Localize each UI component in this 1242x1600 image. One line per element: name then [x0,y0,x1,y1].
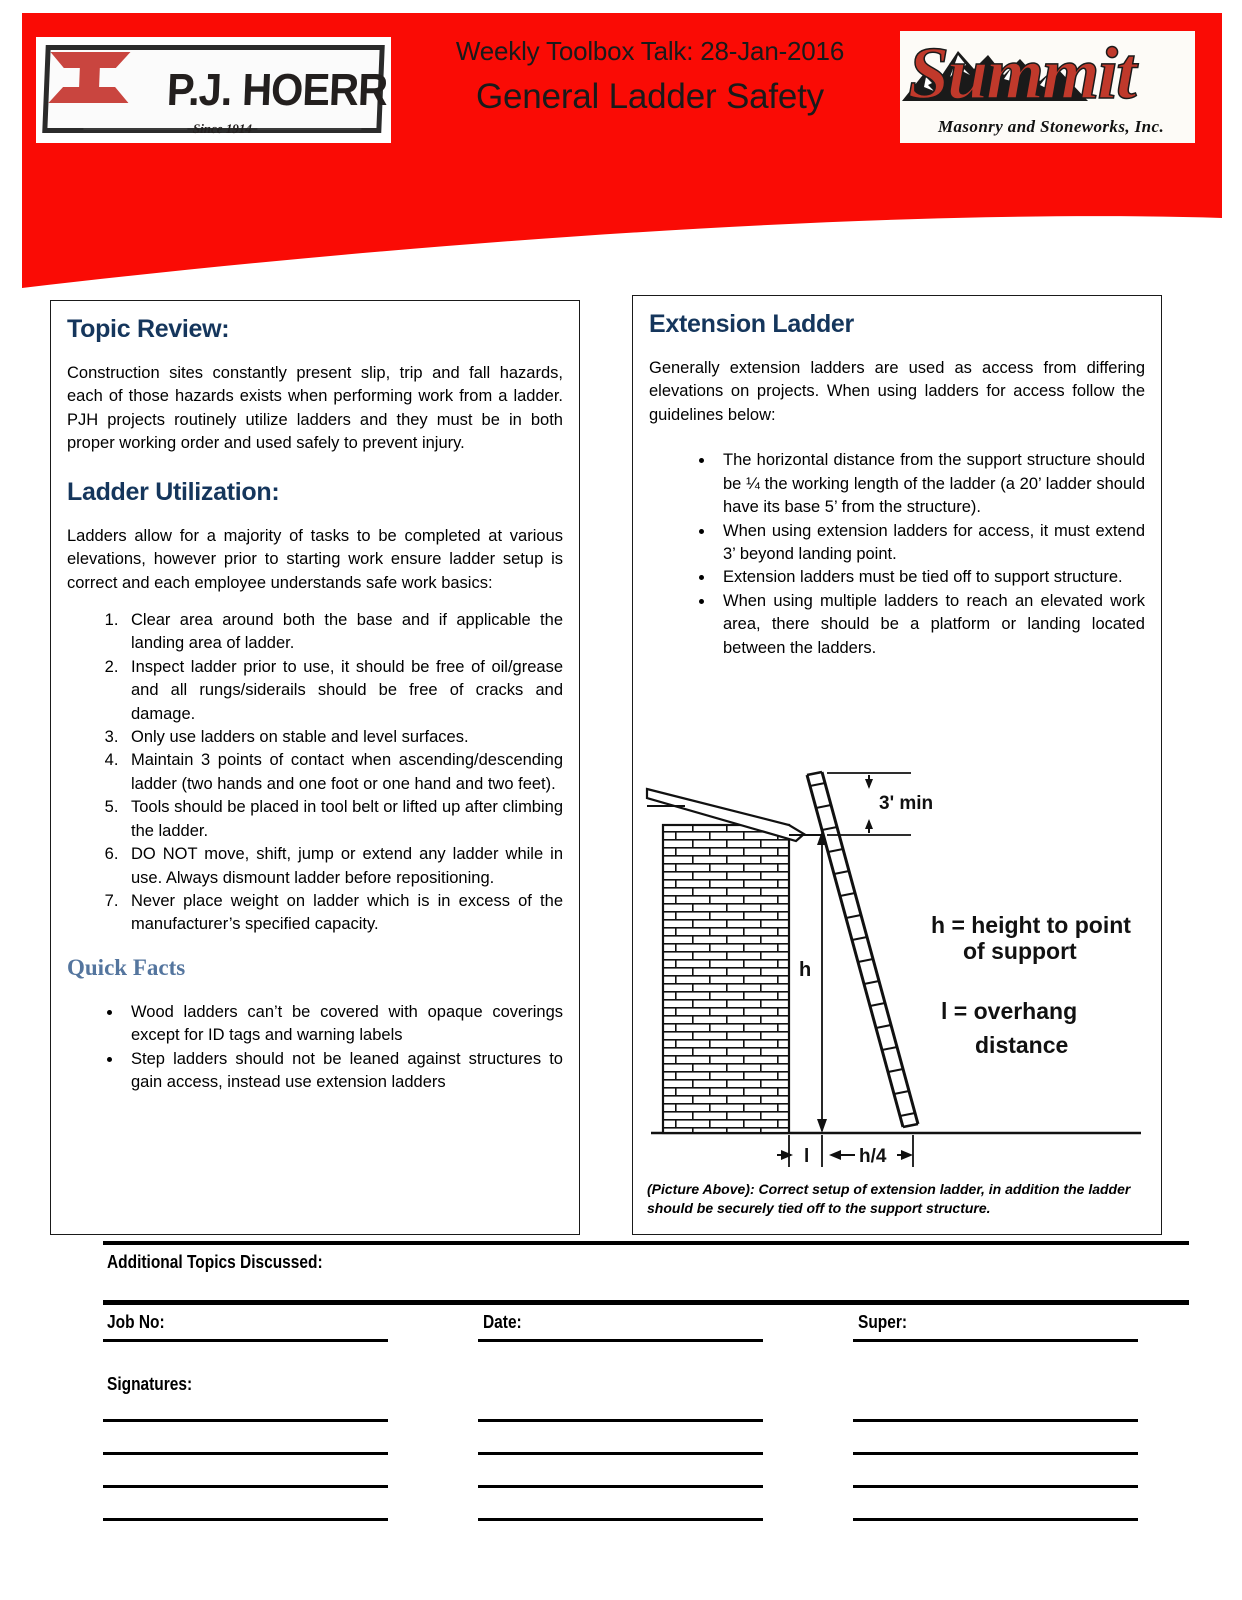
job-no-label: Job No: [107,1312,165,1332]
list-item: • Wood ladders can’t be covered with opaque coverings except for ID tags and warning labels [123,1001,563,1048]
three-foot-min-dimension [827,773,933,835]
extension-ladder-list [649,449,1145,660]
extension-ladder-heading: Extension Ladder [649,310,854,338]
base-dimensions [777,1135,913,1167]
ladder-utilization-heading: Ladder Utilization: [67,477,280,506]
date-field[interactable] [478,1339,763,1342]
list-item: 6. DO NOT move, shift, jump or extend any ladder while in use. Always dismount ladder before repositioning. [123,843,563,890]
figure-caption: (Picture Above): Correct setup of extension ladder, in addition the ladder should be securely tied off to the support structure. [647,1181,1131,1216]
legend-h-line2: of support [963,938,1077,964]
list-item: 2. Inspect ladder prior to use, it should be free of oil/grease and all rungs/siderails should be free of cracks and damage. [123,656,563,726]
height-dimension [799,831,827,1133]
signature-line[interactable] [103,1518,388,1521]
header-subtitle: Weekly Toolbox Talk: 28-Jan-2016 [455,36,845,66]
pj-hoerr-tagline: Since 1914 [192,121,253,136]
list-item: 3. Only use ladders on stable and level surfaces. [123,726,563,749]
signature-line[interactable] [853,1518,1138,1521]
extension-ladder-panel [632,295,1162,1235]
pj-hoerr-wordmark: P.J. HOERR [165,64,389,115]
extension-ladder-diagram [641,751,1153,1171]
signature-line[interactable] [853,1452,1138,1455]
signature-line[interactable] [103,1452,388,1455]
topic-review-panel [50,300,580,1235]
list-item: 4. Maintain 3 points of contact when ascending/descending ladder (two hands and one foot or one hand and two feet). [123,749,563,796]
quick-facts-list [67,1001,563,1095]
ladder-utilization-list [67,609,563,937]
page-title: General Ladder Safety [476,77,824,117]
signature-line[interactable] [478,1485,763,1488]
header-title-block [400,36,900,117]
signature-line[interactable] [478,1419,763,1422]
list-item: • Extension ladders must be tied off to support structure. [715,566,1145,589]
topic-review-paragraph: Construction sites constantly present slip, trip and fall hazards, each of those hazards exists when performing work from a ladder. PJH projects routinely utilize ladders and they must be in both proper working order and used safely to prevent injury. [67,364,563,453]
legend-h-line1: h = height to point [931,912,1131,938]
signature-line[interactable] [478,1452,763,1455]
list-item: 7. Never place weight on ladder which is in excess of the manufacturer’s specified capacity. [123,890,563,937]
signature-line[interactable] [103,1419,388,1422]
list-item: • The horizontal distance from the support structure should be ¼ the working length of the ladder (a 20’ ladder should have its base 5’ from the structure). [715,449,1145,519]
summit-subtitle: Masonry and Stoneworks, Inc. [938,117,1165,136]
legend-l-line1: l = overhang [941,998,1078,1024]
footer-top-rule [103,1241,1189,1245]
date-label: Date: [483,1312,522,1332]
additional-topics-label: Additional Topics Discussed: [107,1252,323,1272]
label-h: h [799,959,812,981]
label-h-over-4: h/4 [859,1146,887,1167]
topic-review-heading: Topic Review: [67,315,230,343]
legend-l-line2: distance [975,1032,1069,1058]
quick-facts-heading: Quick Facts [67,954,186,980]
brick-wall [663,825,789,1133]
signatures-label: Signatures: [107,1374,193,1394]
pj-hoerr-logo [36,37,391,143]
super-label: Super: [858,1312,908,1332]
job-no-field[interactable] [103,1339,388,1342]
tagline-rule-left [83,128,187,130]
extension-ladder-paragraph: Generally extension ladders are used as access from differing elevations on projects. When using ladders for access follow the guidelines below: [649,359,1145,424]
signature-line[interactable] [853,1419,1138,1422]
tagline-rule-right [258,128,362,130]
signature-line[interactable] [853,1485,1138,1488]
header-banner [0,0,1242,300]
additional-topics-rule [103,1300,1189,1305]
signature-line[interactable] [103,1485,388,1488]
pj-hoerr-logo-frame [42,45,389,136]
list-item: 5. Tools should be placed in tool belt or lifted up after climbing the ladder. [123,796,563,843]
summit-wordmark: Summit [908,33,1135,115]
ladder [807,772,918,1127]
super-field[interactable] [853,1339,1138,1342]
list-item: • Step ladders should not be leaned against structures to gain access, instead use extension ladders [123,1048,563,1095]
summit-masonry-logo [900,31,1195,143]
signature-line[interactable] [478,1518,763,1521]
pj-hoerr-tagline-row [83,121,362,137]
ladder-utilization-paragraph: Ladders allow for a majority of tasks to be completed at various elevations, however prior to starting work ensure ladder setup is correct and each employee understands safe work basics: [67,526,563,592]
list-item: 1. Clear area around both the base and if applicable the landing area of ladder. [123,609,563,656]
label-3ft-min: 3' min [879,793,934,814]
list-item: • When using multiple ladders to reach an elevated work area, there should be a platform or landing located between the ladders. [715,590,1145,660]
i-beam-icon [48,50,130,105]
list-item: • When using extension ladders for access, it must extend 3’ beyond landing point. [715,520,1145,567]
label-l: l [804,1146,810,1167]
